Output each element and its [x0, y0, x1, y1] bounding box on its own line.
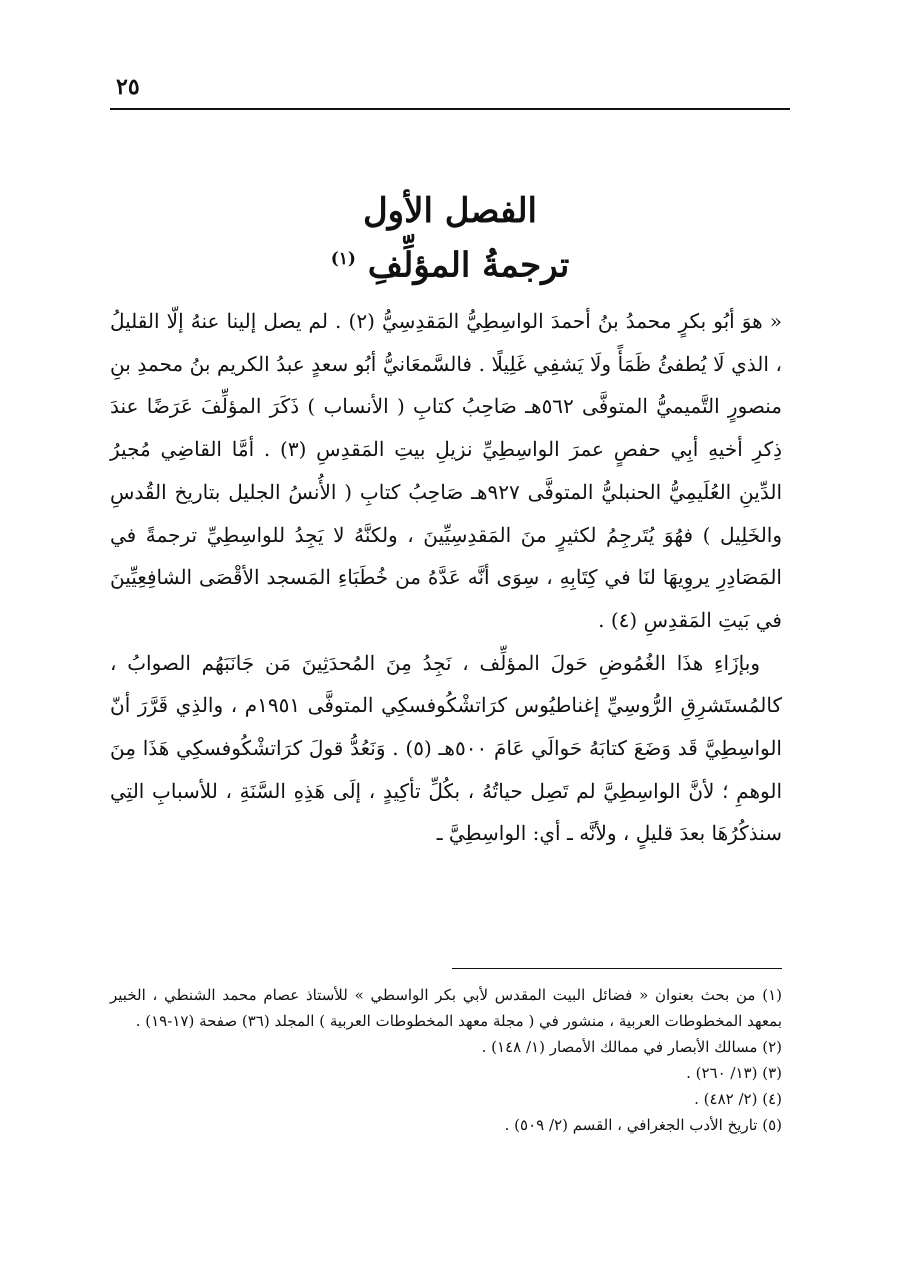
page-number: ٢٥	[116, 74, 140, 100]
footnote-4: (٤) (٢/ ٤٨٢) .	[694, 1090, 782, 1108]
chapter-title	[110, 234, 790, 290]
footnote-separator	[452, 968, 782, 969]
footnote-3: (٣) (١٣/ ٢٦٠) .	[686, 1064, 782, 1082]
chapter-label: الفصل الأول	[362, 191, 538, 231]
footnote-2: (٢) مسالك الأبصار في ممالك الأمصار (١/ ١٤٨) .	[481, 1038, 782, 1056]
body-text	[110, 300, 782, 855]
footnotes	[110, 982, 782, 1138]
footnote-1: (١) من بحث بعنوان « فضائل البيت المقدس لأبي بكر الواسطي » للأستاذ عصام محمد الشنطي ، الخبير بمعهد المخطوطات العربية ، منشور في ( مجلة معهد المخطوطات العربية ) المجلد (٣٦) صفحة (١٧-١٩) .	[110, 986, 783, 1030]
paragraph-1: « هوَ أبُو بكرٍ محمدُ بنُ أحمدَ الواسِطِيُّ المَقدِسِيُّ (٢) . لم يصل إلينا عنهُ إلّا القليلُ ، الذي لَا يُطفئُ ظَمَأً ولَا يَشفِي غَلِيلًا . فالسَّمعَانيُّ أبُو سعدٍ عبدُ الكريم بنُ محمدِ بنِ منصورٍ التَّميميُّ المتوفَّى ٥٦٢هـ صَاحِبُ كتابِ ( الأنساب ) ذَكَرَ المؤلِّفَ عَرَضًا عندَ ذِكرِ أخيهِ أبِي حفصٍ عمرَ الواسِطِيِّ نزيلِ بيتِ المَقدِسِ (٣) . أمَّا القاضِي مُجيرُ الدِّينِ العُلَيمِيُّ الحنبليُّ المتوفَّى ٩٢٧هـ صَاحِبُ كتابِ ( الأُنسُ الجليل بتاريخ القُدسِ والخَلِيل ) فهُوَ يُتَرجِمُ لكثيرٍ منَ المَقدِسِيِّينَ ، ولكنَّهُ لا يَجِدُ للواسِطِيِّ ترجمةً في المَصَادِرِ يروِيهَا لنَا في كِتَابِهِ ، سِوَى أنَّه عَدَّهُ من خُطَبَاءِ المَسجد الأقْصَى الشافِعِيِّينَ في بَيتِ المَقدِسِ (٤) .	[110, 309, 782, 632]
chapter-heading	[110, 188, 790, 290]
header-rule	[110, 108, 790, 110]
chapter-title-footnote-ref: (١)	[330, 249, 356, 269]
paragraph-2: وبإزَاءِ هذَا الغُمُوضِ حَولَ المؤلِّف ، نَجِدُ مِنَ المُحدَثِينَ مَن جَانَبَهُم الصوابُ ، كالمُستَشرِقِ الرُّوسِيِّ إغناطيُوس كرَاتشْكُوفسكِي المتوفَّى ١٩٥١م ، والذِي قَرَّرَ أنّ الواسِطِيَّ قَد وَضَعَ كتابَهُ حَوالَي عَامَ ٥٠٠هـ (٥) . وَنَعُدُّ قولَ كرَاتشْكُوفسكِي هَذَا مِنَ الوهمِ ؛ لأنَّ الواسِطِيَّ لم تَصِل حياتُهُ ، بكُلِّ تأكِيدٍ ، إلَى هَذِهِ السَّنَةِ ، للأسبابِ التِي سنذكُرُهَا بعدَ قليلٍ ، ولأنَّه ـ أي: الواسِطِيَّ ـ	[110, 650, 782, 846]
footnote-5: (٥) تاريخ الأدب الجغرافي ، القسم (٢/ ٥٠٩) .	[504, 1116, 782, 1134]
chapter-title-text: ترجمةُ المؤلِّفِ	[367, 245, 570, 286]
